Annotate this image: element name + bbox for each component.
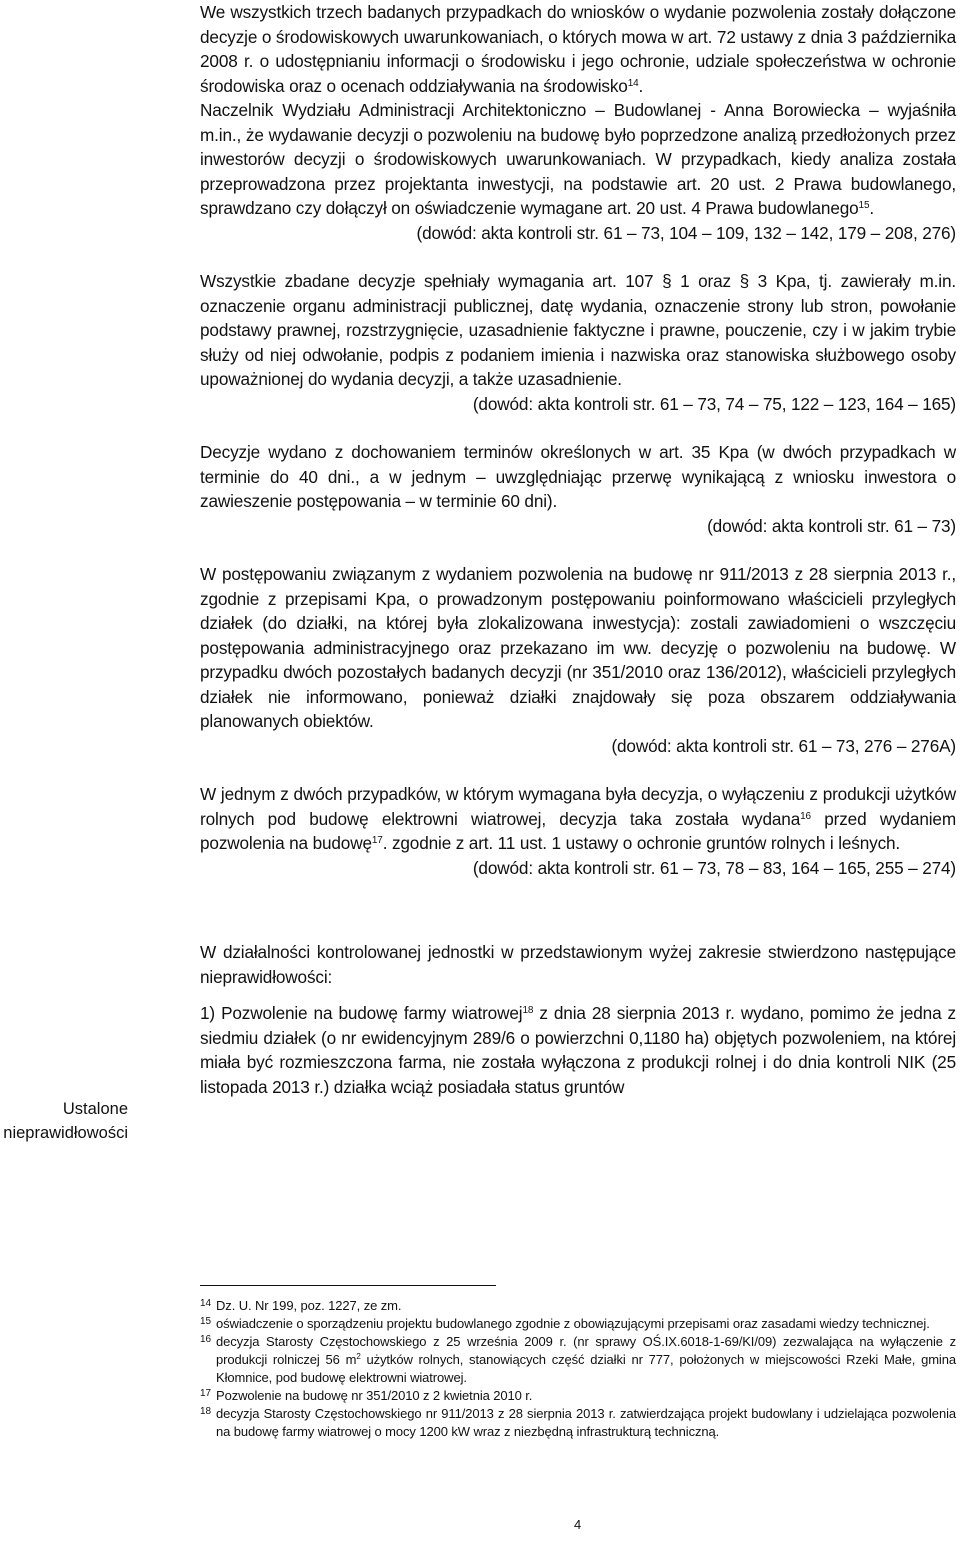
footnote-number: 17	[200, 1388, 211, 1399]
margin-note-irregularities: Ustalone nieprawidłowości	[3, 1100, 128, 1142]
page-number: 4	[574, 1517, 582, 1532]
footnote-text	[216, 1333, 956, 1387]
paragraph-1-text: We wszystkich trzech badanych przypadkach do wniosków o wydanie pozwolenia zostały dołączone decyzje o środowiskowych uwarunkowaniach, o których mowa w art. 72 ustawy z dnia 3 października 2008 r. o udostępnianiu informacji o środowisku i jego ochronie, udziale społeczeństwa w ochronie środowiska oraz o ocenach oddziaływania na środowisko	[200, 2, 956, 96]
main-text-column	[200, 0, 956, 1099]
footnote-ref-16[interactable]: 16	[800, 810, 811, 822]
paragraph-7: W działalności kontrolowanej jednostki w przedstawionym wyżej zakresie stwierdzono następujące nieprawidłowości:	[200, 942, 956, 987]
paragraph-4: Decyzje wydano z dochowaniem terminów określonych w art. 35 Kpa (w dwóch przypadkach w terminie do 40 dni., a w jednym – uwzględniając przerwę wynikającą z wniosku inwestora o zawieszenie postępowania – w terminie 60 dni).	[200, 442, 956, 511]
footnote-15	[200, 1315, 956, 1333]
footnote-16	[200, 1333, 956, 1387]
footnote-text: decyzja Starosty Częstochowskiego nr 911/2013 z 28 sierpnia 2013 r. zatwierdzająca projekt budowlany i udzielająca pozwolenia na budowę farmy wiatrowej o mocy 1200 kW wraz z niezbędną infrastrukturą techniczną.	[216, 1406, 956, 1439]
footnote-number: 15	[200, 1316, 211, 1327]
paragraph-1-tail: .	[638, 75, 644, 96]
footnote-text-a: decyzja Starosty Częstochowskiego z 25 września 2009 r. (nr sprawy OŚ.IX.6018-1-69/KI/09) zezwalająca na wyłączenie z produkcji rolniczej 56 m	[216, 1334, 956, 1367]
footnotes-section	[200, 1297, 956, 1441]
footnote-ref-18[interactable]: 18	[522, 1005, 534, 1016]
footnote-superscript: 2	[356, 1352, 361, 1361]
paragraph-2	[200, 98, 956, 221]
paragraph-3: Wszystkie zbadane decyzje spełniały wymagania art. 107 § 1 oraz § 3 Kpa, tj. zawierały m.in. oznaczenie organu administracji publicznej, datę wydania, oznaczenie strony lub stron, powołanie podstawy prawnej, rozstrzygnięcie, uzasadnienie faktyczne i prawne, pouczenie, czy i w jakim trybie służy od niej odwołanie, podpis z podaniem imienia i nazwiska oraz stanowiska służbowego osoby upoważnionej do wydania decyzji, a także uzasadnienie.	[200, 271, 956, 389]
evidence-2: (dowód: akta kontroli str. 61 – 73, 74 – 75, 122 – 123, 164 – 165)	[472, 393, 956, 414]
footnote-ref-15[interactable]: 15	[858, 200, 870, 211]
footnote-14	[200, 1297, 956, 1315]
paragraph-1	[200, 0, 956, 98]
paragraph-2-tail: .	[869, 198, 875, 218]
footnote-text-b: użytków rolnych, stanowiących część działki nr 777, położonych w miejscowości Rzeki Małe, gmina Kłomnice, pod budowę elektrowni wiatrowej.	[216, 1352, 956, 1385]
footnote-17	[200, 1387, 956, 1405]
footnote-number: 16	[200, 1334, 211, 1345]
footnote-number: 18	[200, 1406, 211, 1417]
paragraph-2-text: Naczelnik Wydziału Administracji Architektoniczno – Budowlanej - Anna Borowiecka – wyjaśniła m.in., że wydawanie decyzji o pozwoleniu na budowę było poprzedzone analizą przedłożonych przez inwestorów decyzji o środowiskowych uwarunkowaniach. W przypadkach, kiedy analiza została przeprowadzona przez projektanta inwestycji, na podstawie art. 20 ust. 2 Prawa budowlanego, sprawdzano czy dołączył on oświadczenie wymagane art. 20 ust. 4 Prawa budowlanego	[200, 100, 956, 218]
paragraph-6	[200, 782, 956, 856]
paragraph-6-text-b: przed wydaniem pozwolenia na budowę	[200, 808, 956, 853]
evidence-5: (dowód: akta kontroli str. 61 – 73, 78 – 83, 164 – 165, 255 – 274)	[472, 857, 956, 878]
paragraph-5: W postępowaniu związanym z wydaniem pozwolenia na budowę nr 911/2013 z 28 sierpnia 2013 r., zgodnie z przepisami Kpa, o prowadzonym postępowaniu poinformowano właścicieli przyległych działek (do działki, na której była zlokalizowana inwestycja): zostali zawiadomieni o wszczęciu postępowania administracyjnego oraz przekazano im ww. decyzję o pozwoleniu na budowę. W przypadku dwóch pozostałych badanych decyzji (nr 351/2010 oraz 136/2012), właścicieli przyległych działek nie informowano, ponieważ działki znajdowały się poza obszarem oddziaływania planowanych obiektów.	[200, 564, 956, 731]
footnote-text: Pozwolenie na budowę nr 351/2010 z 2 kwietnia 2010 r.	[216, 1388, 533, 1403]
footnote-ref-14[interactable]: 14	[627, 77, 639, 89]
paragraph-8-text-b: z dnia 28 sierpnia 2013 r. wydano, pomimo że jedna z siedmiu działek (o nr ewidencyjnym 289/6 o powierzchni 0,1180 ha) objętych pozwoleniem, na której miała być rozmieszczona farma, nie została wyłączona z produkcji rolnej i do dnia kontroli NIK (25 listopada 2013 r.) działka wciąż posiadała status gruntów	[200, 1003, 956, 1097]
evidence-1: (dowód: akta kontroli str. 61 – 73, 104 – 109, 132 – 142, 179 – 208, 276)	[416, 222, 956, 243]
evidence-3: (dowód: akta kontroli str. 61 – 73)	[707, 515, 956, 536]
paragraph-8-text-a: 1) Pozwolenie na budowę farmy wiatrowej	[200, 1003, 523, 1023]
footnote-text: oświadczenie o sporządzeniu projektu budowlanego zgodnie z obowiązującymi przepisami oraz zasadami wiedzy technicznej.	[216, 1316, 930, 1331]
footnote-text: Dz. U. Nr 199, poz. 1227, ze zm.	[216, 1298, 402, 1313]
evidence-4: (dowód: akta kontroli str. 61 – 73, 276 – 276A)	[611, 735, 956, 756]
footnote-separator	[200, 1285, 496, 1286]
paragraph-6-text-c: . zgodnie z art. 11 ust. 1 ustawy o ochronie gruntów rolnych i leśnych.	[382, 833, 901, 853]
footnote-18	[200, 1405, 956, 1441]
footnote-ref-17[interactable]: 17	[371, 835, 383, 846]
paragraph-6-text-a: W jednym z dwóch przypadków, w którym wymagana była decyzja, o wyłączeniu z produkcji użytków rolnych pod budowę elektrowni wiatrowej, decyzja taka została wydana	[200, 784, 956, 829]
footnote-number: 14	[200, 1298, 211, 1309]
paragraph-8	[200, 1001, 956, 1099]
